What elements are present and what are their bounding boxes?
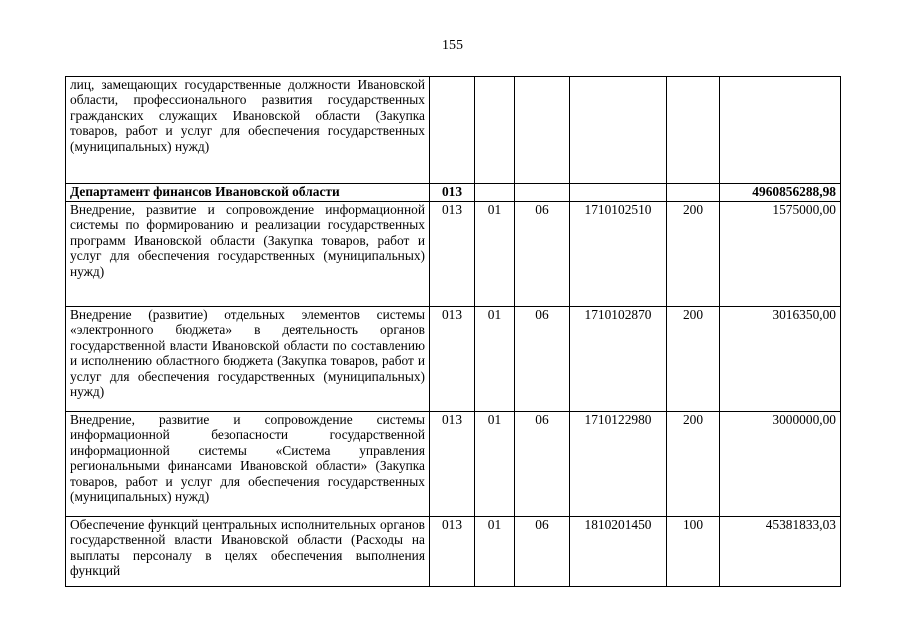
ministry-code: 013 [430,184,475,202]
target-article-code: 1710102510 [570,202,667,307]
ministry-code: 013 [430,517,475,587]
amount: 3016350,00 [720,307,841,412]
section-code: 01 [475,412,515,517]
expense-name: Внедрение (развитие) отдельных элементов системы «электронного бюджета» в деятельность органов государственной власти Ивановской области по составлению и исполнению областного бюджета (Закупка товаров, работ и услуг для обеспечения государственных (муниципальных) нужд) [66,307,430,412]
expense-name: лиц, замещающих государственные должности Ивановской области, профессионального развития государственных гражданских служащих Ивановской области (Закупка товаров, работ и услуг для обеспечения государственных (муниципальных) нужд) [66,77,430,184]
expense-name: Внедрение, развитие и сопровождение информационной системы по формированию и реализации государственных программ Ивановской области (Закупка товаров, работ и услуг для обеспечения государственных (муниципальных) нужд) [66,202,430,307]
expense-type-code [667,184,720,202]
table-row [66,77,841,184]
subsection-code: 06 [515,412,570,517]
expense-name: Внедрение, развитие и сопровождение системы информационной безопасности государственной информационной системы «Система управления региональными финансами Ивановской области» (Закупка товаров, работ и услуг для обеспечения государственных (муниципальных) нужд) [66,412,430,517]
subsection-code: 06 [515,202,570,307]
expense-name: Департамент финансов Ивановской области [66,184,430,202]
section-code [475,77,515,184]
table-row [66,517,841,587]
amount [720,77,841,184]
expense-type-code: 200 [667,307,720,412]
target-article-code [570,184,667,202]
ministry-code [430,77,475,184]
budget-table [65,76,841,587]
target-article-code: 1810201450 [570,517,667,587]
subsection-code: 06 [515,517,570,587]
subsection-code [515,184,570,202]
expense-type-code: 100 [667,517,720,587]
amount: 45381833,03 [720,517,841,587]
table-row [66,307,841,412]
subsection-code [515,77,570,184]
amount: 4960856288,98 [720,184,841,202]
section-code: 01 [475,202,515,307]
ministry-code: 013 [430,412,475,517]
expense-name: Обеспечение функций центральных исполнительных органов государственной власти Ивановской области (Расходы на выплаты персоналу в целях обеспечения выполнения функций [66,517,430,587]
section-code: 01 [475,517,515,587]
table-row [66,202,841,307]
expense-type-code: 200 [667,202,720,307]
target-article-code [570,77,667,184]
target-article-code: 1710102870 [570,307,667,412]
page-number: 155 [442,38,463,53]
expense-type-code: 200 [667,412,720,517]
section-code: 01 [475,307,515,412]
table-row-department [66,184,841,202]
ministry-code: 013 [430,202,475,307]
amount: 1575000,00 [720,202,841,307]
target-article-code: 1710122980 [570,412,667,517]
amount: 3000000,00 [720,412,841,517]
expense-type-code [667,77,720,184]
subsection-code: 06 [515,307,570,412]
table-row [66,412,841,517]
section-code [475,184,515,202]
ministry-code: 013 [430,307,475,412]
